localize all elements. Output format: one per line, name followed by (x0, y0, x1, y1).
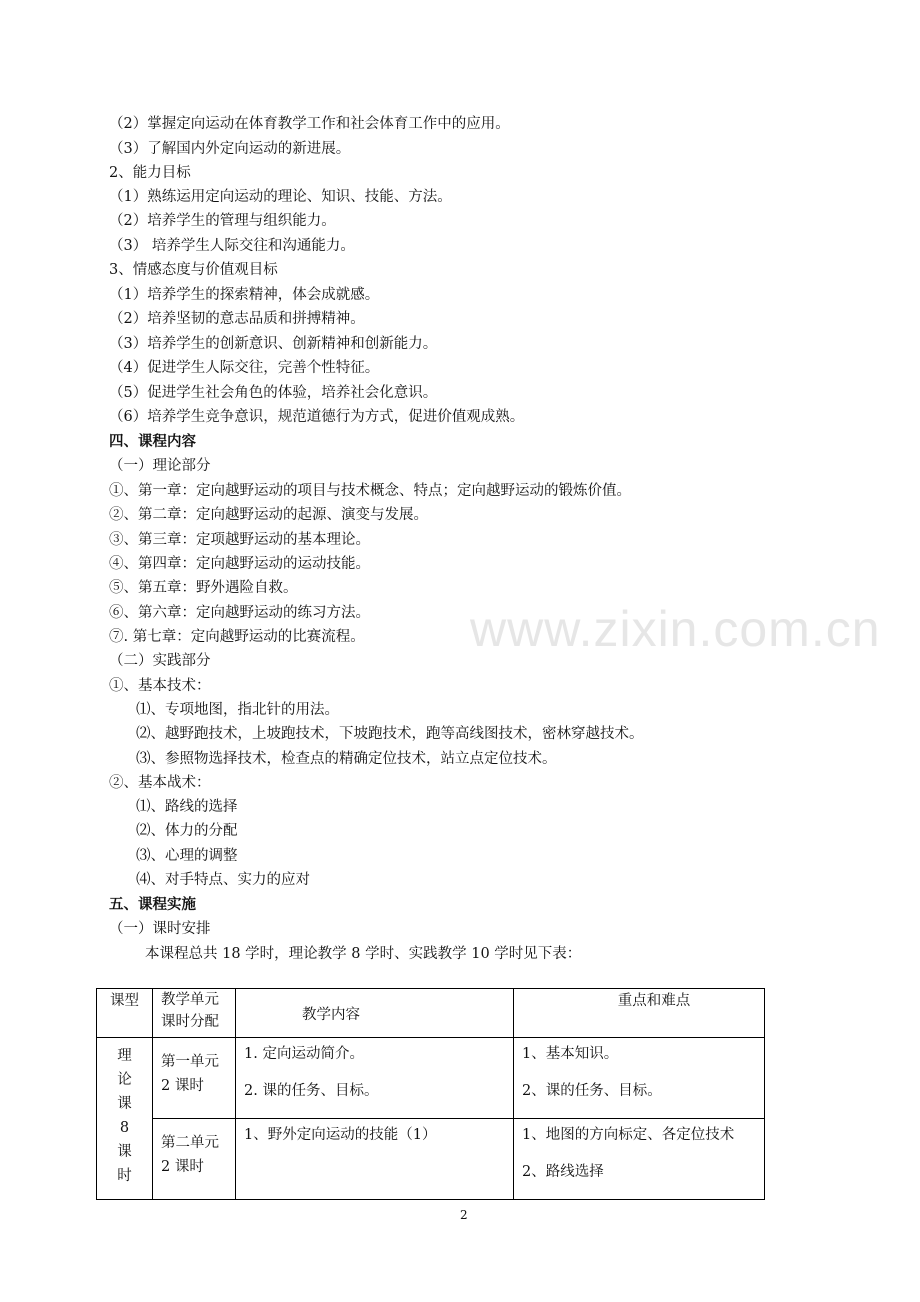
unit-name: 第一单元 (161, 1054, 219, 1070)
text-line: ⑶、参照物选择技术，检查点的精确定位技术，站立点定位技术。 (136, 751, 557, 767)
text-line: （一）理论部分 (109, 458, 211, 474)
table-row (97, 1119, 765, 1200)
text-line: （3）了解国内外定向运动的新进展。 (109, 141, 351, 157)
watermark: www.zixin.com.cn (470, 601, 881, 657)
text-line: ②、基本战术： (109, 775, 211, 791)
header-type (97, 989, 153, 1038)
content-line: 2. 课的任务、目标。 (244, 1083, 379, 1099)
text-line: ⑤、第五章：野外遇险自救。 (109, 580, 298, 596)
text-line: ⑶、心理的调整 (136, 848, 238, 864)
content-cell (236, 1038, 514, 1119)
header-focus-label: 重点和难点 (617, 993, 691, 1009)
text-line: ⑦. 第七章：定向越野运动的比赛流程。 (109, 629, 365, 645)
course-type-char: 课 (117, 1144, 132, 1160)
unit-hours: 2 课时 (161, 1078, 204, 1094)
text-line: （二）实践部分 (109, 653, 211, 669)
text-line: （2）培养坚韧的意志品质和拼搏精神。 (109, 311, 365, 327)
header-focus (514, 989, 765, 1038)
text-line: ①、基本技术： (109, 678, 211, 694)
text-line: （1）培养学生的探索精神，体会成就感。 (109, 287, 380, 303)
focus-line: 1、地图的方向标定、各定位技术 (522, 1127, 735, 1143)
focus-line: 2、课的任务、目标。 (522, 1083, 662, 1099)
header-content (236, 989, 514, 1038)
text-line: ①、第一章：定向越野运动的项目与技术概念、特点；定向越野运动的锻炼价值。 (109, 483, 631, 499)
unit-hours: 2 课时 (161, 1159, 204, 1175)
text-line: ⑵、越野跑技术，上坡跑技术，下坡跑技术，跑等高线图技术，密林穿越技术。 (136, 726, 644, 742)
text-line: （3）培养学生的创新意识、创新精神和创新能力。 (109, 336, 438, 352)
text-line: （4）促进学生人际交往，完善个性特征。 (109, 360, 380, 376)
text-line: 3、情感态度与价值观目标 (109, 262, 278, 278)
header-unit-line1: 教学单元 (161, 992, 219, 1008)
text-line: （一）课时安排 (109, 921, 211, 937)
table-row (97, 1038, 765, 1119)
text-line: ③、第三章：定项越野运动的基本理论。 (109, 532, 370, 548)
page-number: 2 (460, 1208, 468, 1222)
text-line: 本课程总共 18 学时，理论教学 8 学时、实践教学 10 学时见下表： (145, 946, 582, 962)
content-line: 1、野外定向运动的技能（1） (244, 1127, 437, 1143)
text-line: （6）培养学生竞争意识，规范道德行为方式，促进价值观成熟。 (109, 409, 525, 425)
text-line: （1）熟练运用定向运动的理论、知识、技能、方法。 (109, 189, 452, 205)
unit-cell (153, 1119, 236, 1200)
text-line: （3） 培养学生人际交往和沟通能力。 (109, 238, 355, 254)
course-type-char: 时 (117, 1168, 132, 1184)
section-heading: 五、课程实施 (109, 896, 196, 913)
course-type-char: 论 (117, 1072, 132, 1088)
header-unit-line2: 课时分配 (161, 1014, 219, 1030)
course-type-char: 理 (117, 1048, 132, 1064)
unit-cell (153, 1038, 236, 1119)
focus-line: 1、基本知识。 (522, 1046, 619, 1062)
text-line: ⑵、体力的分配 (136, 823, 238, 839)
course-type-cell (97, 1038, 153, 1200)
text-line: ⑷、对手特点、实力的应对 (136, 872, 310, 888)
text-line: ⑴、路线的选择 (136, 799, 238, 815)
text-line: （2）掌握定向运动在体育教学工作和社会体育工作中的应用。 (109, 116, 510, 132)
course-type-char: 课 (117, 1096, 132, 1112)
text-line: ②、第二章：定向越野运动的起源、演变与发展。 (109, 507, 428, 523)
text-line: 2、能力目标 (109, 165, 191, 181)
table-header-row (97, 989, 765, 1038)
course-schedule-table (96, 988, 765, 1200)
focus-cell (514, 1119, 765, 1200)
content-line: 1. 定向运动简介。 (244, 1046, 364, 1062)
course-type-char: 8 (119, 1120, 130, 1136)
text-line: ⑴、专项地图，指北针的用法。 (136, 702, 339, 718)
focus-line: 2、路线选择 (522, 1164, 604, 1180)
content-cell (236, 1119, 514, 1200)
text-line: ⑥、第六章：定向越野运动的练习方法。 (109, 605, 370, 621)
focus-cell (514, 1038, 765, 1119)
text-line: （5）促进学生社会角色的体验，培养社会化意识。 (109, 385, 438, 401)
unit-name: 第二单元 (161, 1135, 219, 1151)
text-line: ④、第四章：定向越野运动的运动技能。 (109, 556, 370, 572)
text-line: （2）培养学生的管理与组织能力。 (109, 213, 336, 229)
header-content-label: 教学内容 (302, 1006, 360, 1023)
header-unit (153, 989, 236, 1038)
section-heading: 四、课程内容 (109, 433, 196, 450)
header-type-label: 课型 (110, 993, 139, 1009)
